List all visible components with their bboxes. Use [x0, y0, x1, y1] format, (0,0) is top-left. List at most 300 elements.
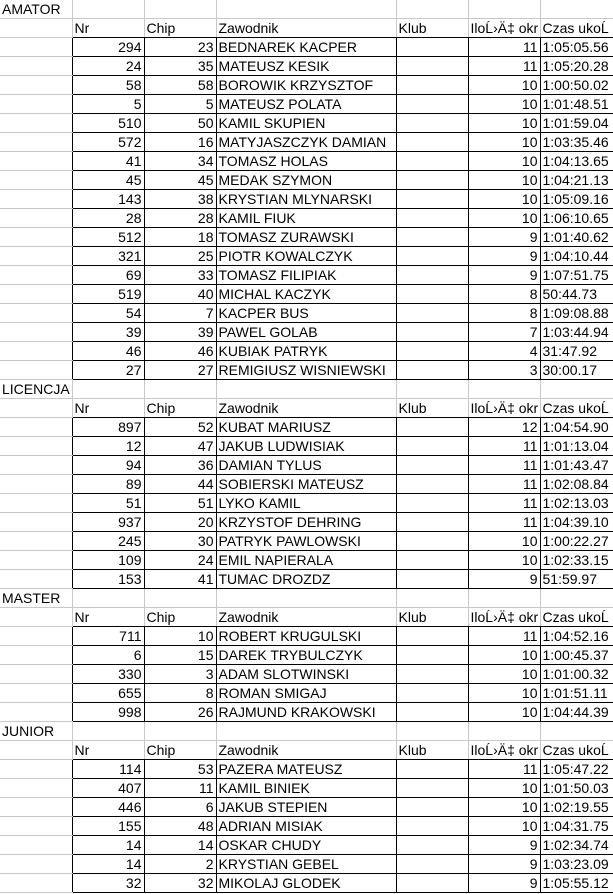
cell-zawodnik: ROBERT KRUGULSKI [216, 627, 396, 646]
cell-klub [396, 285, 468, 304]
cell-nr: 58 [72, 76, 144, 95]
cell-czas: 1:04:21.13 [540, 171, 613, 190]
empty-cell [0, 532, 72, 551]
cell-czas: 1:00:50.02 [540, 76, 613, 95]
empty-cell [216, 722, 396, 741]
cell-nr: 89 [72, 475, 144, 494]
cell-klub [396, 627, 468, 646]
empty-cell [468, 380, 540, 399]
cell-chip: 18 [144, 228, 216, 247]
cell-klub [396, 684, 468, 703]
cell-czas: 1:05:47.22 [540, 760, 613, 779]
cell-nr: 28 [72, 209, 144, 228]
category-row [0, 0, 613, 19]
header-klub: Klub [396, 741, 468, 760]
cell-nr: 109 [72, 551, 144, 570]
cell-zawodnik: ADRIAN MISIAK [216, 817, 396, 836]
category-row [0, 722, 613, 741]
cell-zawodnik: JAKUB LUDWISIAK [216, 437, 396, 456]
empty-cell [0, 684, 72, 703]
cell-chip: 46 [144, 342, 216, 361]
cell-czas: 1:03:35.46 [540, 133, 613, 152]
empty-cell [0, 57, 72, 76]
cell-zawodnik: TOMASZ FILIPIAK [216, 266, 396, 285]
cell-klub [396, 513, 468, 532]
table-row [0, 57, 613, 76]
table-row [0, 665, 613, 684]
cell-ilosc: 10 [468, 665, 540, 684]
cell-klub [396, 133, 468, 152]
cell-czas: 1:04:54.90 [540, 418, 613, 437]
cell-czas: 1:01:59.04 [540, 114, 613, 133]
empty-cell [396, 589, 468, 608]
empty-cell [0, 209, 72, 228]
category-title: MASTER [0, 589, 72, 608]
empty-cell [0, 551, 72, 570]
empty-cell [0, 399, 72, 418]
cell-czas: 1:02:34.74 [540, 836, 613, 855]
cell-zawodnik: PIOTR KOWALCZYK [216, 247, 396, 266]
cell-czas: 1:02:33.15 [540, 551, 613, 570]
empty-cell [0, 133, 72, 152]
cell-zawodnik: REMIGIUSZ WISNIEWSKI [216, 361, 396, 380]
cell-chip: 25 [144, 247, 216, 266]
empty-cell [0, 285, 72, 304]
empty-cell [0, 608, 72, 627]
table-row [0, 247, 613, 266]
cell-czas: 1:04:52.16 [540, 627, 613, 646]
cell-nr: 330 [72, 665, 144, 684]
empty-cell [0, 437, 72, 456]
cell-klub [396, 323, 468, 342]
empty-cell [0, 266, 72, 285]
cell-ilosc: 9 [468, 570, 540, 589]
cell-ilosc: 10 [468, 76, 540, 95]
cell-klub [396, 475, 468, 494]
table-row [0, 475, 613, 494]
empty-cell [0, 323, 72, 342]
cell-klub [396, 304, 468, 323]
cell-nr: 32 [72, 874, 144, 893]
empty-cell [468, 722, 540, 741]
category-row [0, 380, 613, 399]
cell-nr: 407 [72, 779, 144, 798]
header-zawodnik: Zawodnik [216, 741, 396, 760]
table-row [0, 342, 613, 361]
cell-ilosc: 8 [468, 285, 540, 304]
cell-nr: 510 [72, 114, 144, 133]
header-czas: Czas ukoĹ [540, 399, 613, 418]
table-row [0, 513, 613, 532]
cell-nr: 69 [72, 266, 144, 285]
cell-ilosc: 11 [468, 760, 540, 779]
cell-chip: 33 [144, 266, 216, 285]
cell-zawodnik: PAWEL GOLAB [216, 323, 396, 342]
cell-chip: 34 [144, 152, 216, 171]
cell-zawodnik: MATEUSZ KESIK [216, 57, 396, 76]
cell-klub [396, 437, 468, 456]
cell-klub [396, 152, 468, 171]
cell-czas: 1:03:44.94 [540, 323, 613, 342]
cell-nr: 245 [72, 532, 144, 551]
header-chip: Chip [144, 399, 216, 418]
table-row [0, 76, 613, 95]
cell-ilosc: 10 [468, 532, 540, 551]
table-row [0, 874, 613, 893]
cell-czas: 1:01:50.03 [540, 779, 613, 798]
empty-cell [0, 627, 72, 646]
cell-klub [396, 532, 468, 551]
empty-cell [0, 228, 72, 247]
table-row [0, 684, 613, 703]
table-row [0, 798, 613, 817]
empty-cell [0, 418, 72, 437]
cell-chip: 36 [144, 456, 216, 475]
cell-ilosc: 10 [468, 703, 540, 722]
cell-chip: 32 [144, 874, 216, 893]
cell-klub [396, 95, 468, 114]
cell-chip: 40 [144, 285, 216, 304]
table-row [0, 171, 613, 190]
empty-cell [0, 190, 72, 209]
cell-zawodnik: MIKOLAJ GLODEK [216, 874, 396, 893]
cell-czas: 1:09:08.88 [540, 304, 613, 323]
header-klub: Klub [396, 399, 468, 418]
cell-ilosc: 9 [468, 266, 540, 285]
cell-chip: 8 [144, 684, 216, 703]
cell-zawodnik: KRYSTIAN MLYNARSKI [216, 190, 396, 209]
cell-czas: 1:05:05.56 [540, 38, 613, 57]
cell-ilosc: 11 [468, 437, 540, 456]
cell-chip: 38 [144, 190, 216, 209]
empty-cell [72, 0, 144, 19]
cell-ilosc: 7 [468, 323, 540, 342]
cell-nr: 998 [72, 703, 144, 722]
empty-cell [72, 380, 144, 399]
cell-ilosc: 11 [468, 475, 540, 494]
cell-zawodnik: KAMIL BINIEK [216, 779, 396, 798]
empty-cell [0, 494, 72, 513]
cell-nr: 45 [72, 171, 144, 190]
cell-czas: 1:01:13.04 [540, 437, 613, 456]
cell-chip: 30 [144, 532, 216, 551]
empty-cell [216, 380, 396, 399]
empty-cell [0, 741, 72, 760]
cell-czas: 1:05:09.16 [540, 190, 613, 209]
header-nr: Nr [72, 19, 144, 38]
cell-klub [396, 361, 468, 380]
cell-zawodnik: LYKO KAMIL [216, 494, 396, 513]
cell-nr: 94 [72, 456, 144, 475]
table-row [0, 703, 613, 722]
cell-ilosc: 11 [468, 57, 540, 76]
table-row [0, 456, 613, 475]
cell-ilosc: 10 [468, 152, 540, 171]
table-row [0, 323, 613, 342]
cell-czas: 1:01:40.62 [540, 228, 613, 247]
cell-ilosc: 8 [468, 304, 540, 323]
empty-cell [0, 114, 72, 133]
header-zawodnik: Zawodnik [216, 608, 396, 627]
header-ilosc: IloĹ›Ä‡ okr [468, 19, 540, 38]
cell-nr: 143 [72, 190, 144, 209]
cell-czas: 31:47.92 [540, 342, 613, 361]
empty-cell [0, 570, 72, 589]
cell-chip: 50 [144, 114, 216, 133]
empty-cell [0, 38, 72, 57]
cell-nr: 54 [72, 304, 144, 323]
header-ilosc: IloĹ›Ä‡ okr [468, 399, 540, 418]
table-row [0, 779, 613, 798]
cell-ilosc: 10 [468, 171, 540, 190]
header-czas: Czas ukoĹ [540, 19, 613, 38]
cell-zawodnik: MATYJASZCZYK DAMIAN [216, 133, 396, 152]
header-chip: Chip [144, 608, 216, 627]
cell-ilosc: 4 [468, 342, 540, 361]
empty-cell [468, 589, 540, 608]
empty-cell [144, 722, 216, 741]
column-header-row [0, 608, 613, 627]
cell-ilosc: 10 [468, 817, 540, 836]
cell-zawodnik: BOROWIK KRZYSZTOF [216, 76, 396, 95]
table-row [0, 627, 613, 646]
cell-zawodnik: KRYSTIAN GEBEL [216, 855, 396, 874]
cell-zawodnik: OSKAR CHUDY [216, 836, 396, 855]
cell-ilosc: 10 [468, 95, 540, 114]
header-zawodnik: Zawodnik [216, 399, 396, 418]
table-row [0, 133, 613, 152]
cell-ilosc: 9 [468, 228, 540, 247]
cell-zawodnik: SOBIERSKI MATEUSZ [216, 475, 396, 494]
empty-cell [0, 171, 72, 190]
cell-nr: 937 [72, 513, 144, 532]
column-header-row [0, 741, 613, 760]
cell-klub [396, 418, 468, 437]
cell-chip: 35 [144, 57, 216, 76]
table-row [0, 494, 613, 513]
cell-chip: 48 [144, 817, 216, 836]
empty-cell [0, 703, 72, 722]
cell-ilosc: 11 [468, 456, 540, 475]
empty-cell [396, 380, 468, 399]
header-czas: Czas ukoĹ [540, 608, 613, 627]
empty-cell [0, 19, 72, 38]
empty-cell [216, 589, 396, 608]
cell-nr: 321 [72, 247, 144, 266]
cell-ilosc: 10 [468, 798, 540, 817]
cell-zawodnik: KUBAT MARIUSZ [216, 418, 396, 437]
cell-czas: 1:05:55.12 [540, 874, 613, 893]
table-row [0, 304, 613, 323]
cell-nr: 294 [72, 38, 144, 57]
cell-nr: 46 [72, 342, 144, 361]
cell-klub [396, 760, 468, 779]
cell-nr: 41 [72, 152, 144, 171]
cell-nr: 114 [72, 760, 144, 779]
empty-cell [0, 304, 72, 323]
cell-ilosc: 9 [468, 874, 540, 893]
table-row [0, 228, 613, 247]
empty-cell [144, 380, 216, 399]
cell-czas: 1:06:10.65 [540, 209, 613, 228]
cell-klub [396, 665, 468, 684]
cell-klub [396, 817, 468, 836]
cell-ilosc: 10 [468, 646, 540, 665]
cell-czas: 1:01:43.47 [540, 456, 613, 475]
cell-ilosc: 11 [468, 513, 540, 532]
cell-klub [396, 855, 468, 874]
cell-czas: 1:01:00.32 [540, 665, 613, 684]
cell-chip: 45 [144, 171, 216, 190]
cell-czas: 1:04:10.44 [540, 247, 613, 266]
empty-cell [0, 361, 72, 380]
cell-chip: 5 [144, 95, 216, 114]
cell-zawodnik: KRZYSTOF DEHRING [216, 513, 396, 532]
empty-cell [0, 456, 72, 475]
cell-klub [396, 342, 468, 361]
cell-czas: 1:07:51.75 [540, 266, 613, 285]
header-nr: Nr [72, 608, 144, 627]
cell-chip: 15 [144, 646, 216, 665]
cell-czas: 1:01:48.51 [540, 95, 613, 114]
empty-cell [0, 152, 72, 171]
empty-cell [0, 836, 72, 855]
cell-chip: 26 [144, 703, 216, 722]
cell-nr: 155 [72, 817, 144, 836]
header-klub: Klub [396, 19, 468, 38]
cell-zawodnik: DAMIAN TYLUS [216, 456, 396, 475]
cell-klub [396, 646, 468, 665]
cell-czas: 1:04:39.10 [540, 513, 613, 532]
cell-klub [396, 779, 468, 798]
table-row [0, 418, 613, 437]
cell-czas: 50:44.73 [540, 285, 613, 304]
cell-chip: 41 [144, 570, 216, 589]
cell-chip: 2 [144, 855, 216, 874]
table-row [0, 437, 613, 456]
cell-chip: 10 [144, 627, 216, 646]
empty-cell [540, 722, 613, 741]
empty-cell [216, 0, 396, 19]
cell-ilosc: 10 [468, 684, 540, 703]
empty-cell [144, 0, 216, 19]
cell-czas: 1:03:23.09 [540, 855, 613, 874]
cell-czas: 1:02:08.84 [540, 475, 613, 494]
header-chip: Chip [144, 741, 216, 760]
cell-nr: 51 [72, 494, 144, 513]
cell-klub [396, 114, 468, 133]
table-row [0, 570, 613, 589]
empty-cell [0, 760, 72, 779]
cell-zawodnik: JAKUB STEPIEN [216, 798, 396, 817]
table-row [0, 114, 613, 133]
header-nr: Nr [72, 741, 144, 760]
cell-chip: 28 [144, 209, 216, 228]
cell-nr: 14 [72, 836, 144, 855]
empty-cell [0, 76, 72, 95]
cell-zawodnik: TUMAC DROZDZ [216, 570, 396, 589]
empty-cell [0, 513, 72, 532]
cell-chip: 53 [144, 760, 216, 779]
cell-czas: 1:02:13.03 [540, 494, 613, 513]
cell-chip: 51 [144, 494, 216, 513]
cell-nr: 14 [72, 855, 144, 874]
cell-klub [396, 703, 468, 722]
cell-zawodnik: KUBIAK PATRYK [216, 342, 396, 361]
cell-klub [396, 874, 468, 893]
cell-klub [396, 57, 468, 76]
cell-zawodnik: KAMIL FIUK [216, 209, 396, 228]
cell-nr: 655 [72, 684, 144, 703]
empty-cell [144, 589, 216, 608]
cell-chip: 44 [144, 475, 216, 494]
cell-ilosc: 11 [468, 627, 540, 646]
table-row [0, 817, 613, 836]
cell-chip: 27 [144, 361, 216, 380]
table-row [0, 361, 613, 380]
cell-nr: 446 [72, 798, 144, 817]
table-row [0, 760, 613, 779]
cell-chip: 24 [144, 551, 216, 570]
cell-nr: 572 [72, 133, 144, 152]
table-row [0, 190, 613, 209]
empty-cell [468, 0, 540, 19]
cell-nr: 512 [72, 228, 144, 247]
table-row [0, 209, 613, 228]
cell-ilosc: 12 [468, 418, 540, 437]
cell-chip: 14 [144, 836, 216, 855]
empty-cell [0, 665, 72, 684]
cell-zawodnik: ROMAN SMIGAJ [216, 684, 396, 703]
cell-zawodnik: KACPER BUS [216, 304, 396, 323]
cell-ilosc: 9 [468, 836, 540, 855]
cell-klub [396, 76, 468, 95]
cell-ilosc: 11 [468, 38, 540, 57]
category-title: LICENCJA [0, 380, 72, 399]
cell-czas: 1:04:13.65 [540, 152, 613, 171]
cell-klub [396, 570, 468, 589]
cell-ilosc: 10 [468, 114, 540, 133]
category-title: AMATOR [0, 0, 72, 19]
cell-klub [396, 798, 468, 817]
cell-zawodnik: TOMASZ ZURAWSKI [216, 228, 396, 247]
cell-chip: 23 [144, 38, 216, 57]
cell-zawodnik: PAZERA MATEUSZ [216, 760, 396, 779]
cell-chip: 11 [144, 779, 216, 798]
table-row [0, 551, 613, 570]
cell-zawodnik: MEDAK SZYMON [216, 171, 396, 190]
empty-cell [540, 589, 613, 608]
empty-cell [0, 779, 72, 798]
header-ilosc: IloĹ›Ä‡ okr [468, 608, 540, 627]
cell-ilosc: 10 [468, 209, 540, 228]
header-chip: Chip [144, 19, 216, 38]
cell-czas: 1:05:20.28 [540, 57, 613, 76]
cell-chip: 58 [144, 76, 216, 95]
cell-nr: 711 [72, 627, 144, 646]
cell-chip: 20 [144, 513, 216, 532]
cell-zawodnik: MATEUSZ POLATA [216, 95, 396, 114]
column-header-row [0, 19, 613, 38]
empty-cell [396, 722, 468, 741]
table-row [0, 95, 613, 114]
empty-cell [0, 798, 72, 817]
cell-klub [396, 190, 468, 209]
cell-chip: 3 [144, 665, 216, 684]
cell-klub [396, 456, 468, 475]
cell-czas: 1:04:44.39 [540, 703, 613, 722]
cell-czas: 51:59.97 [540, 570, 613, 589]
